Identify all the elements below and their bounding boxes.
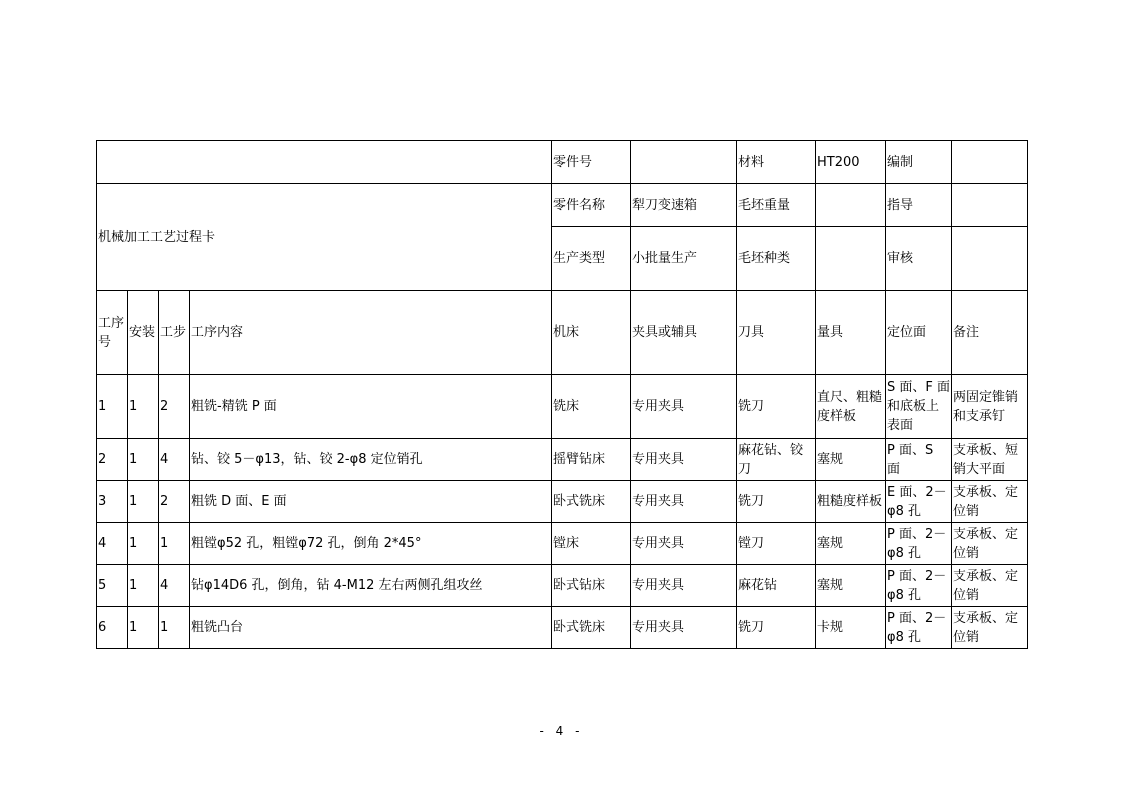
cell-remarks: 支承板、定位销 [952, 565, 1028, 607]
cell-tool: 麻花钻 [737, 565, 816, 607]
cell-step: 1 [159, 607, 190, 649]
cell-setup: 1 [128, 481, 159, 523]
cell-no: 4 [97, 523, 128, 565]
column-header-row [97, 291, 1028, 375]
cell-content: 粗镗φ52 孔，粗镗φ72 孔，倒角 2*45° [190, 523, 552, 565]
cell-machine: 镗床 [552, 523, 631, 565]
blank-type-value [816, 227, 886, 291]
cell-step: 4 [159, 439, 190, 481]
cell-no: 3 [97, 481, 128, 523]
cell-step: 2 [159, 375, 190, 439]
cell-fixture: 专用夹具 [631, 565, 737, 607]
cell-fixture: 专用夹具 [631, 607, 737, 649]
cell-machine: 卧式铣床 [552, 481, 631, 523]
cell-fixture: 专用夹具 [631, 375, 737, 439]
compiled-value [952, 141, 1028, 184]
cell-content: 粗铣 D 面、E 面 [190, 481, 552, 523]
cell-gauge: 粗糙度样板 [816, 481, 886, 523]
cell-fixture: 专用夹具 [631, 523, 737, 565]
col-fixture: 夹具或辅具 [631, 291, 737, 375]
guide-value [952, 184, 1028, 227]
cell-no: 5 [97, 565, 128, 607]
col-content: 工序内容 [190, 291, 552, 375]
col-tool: 刀具 [737, 291, 816, 375]
cell-gauge: 直尺、粗糙度样板 [816, 375, 886, 439]
cell-locating: P 面、2－φ8 孔 [886, 565, 952, 607]
title-top-cell [97, 141, 552, 184]
page-number: - 4 - [539, 724, 584, 738]
material-label: 材料 [737, 141, 816, 184]
col-step: 工步 [159, 291, 190, 375]
cell-content: 钻φ14D6 孔，倒角，钻 4-M12 左右两侧孔组攻丝 [190, 565, 552, 607]
blank-weight-label: 毛坯重量 [737, 184, 816, 227]
col-locating: 定位面 [886, 291, 952, 375]
col-setup: 安装 [128, 291, 159, 375]
compiled-label: 编制 [886, 141, 952, 184]
cell-machine: 卧式铣床 [552, 607, 631, 649]
card-title: 机械加工工艺过程卡 [97, 184, 552, 291]
cell-step: 4 [159, 565, 190, 607]
cell-fixture: 专用夹具 [631, 481, 737, 523]
cell-fixture: 专用夹具 [631, 439, 737, 481]
table-row [97, 565, 1028, 607]
col-process-no: 工序号 [97, 291, 128, 375]
cell-gauge: 塞规 [816, 523, 886, 565]
cell-gauge: 卡规 [816, 607, 886, 649]
cell-no: 2 [97, 439, 128, 481]
review-label: 审核 [886, 227, 952, 291]
review-value [952, 227, 1028, 291]
cell-remarks: 支承板、短销大平面 [952, 439, 1028, 481]
cell-step: 2 [159, 481, 190, 523]
part-no-label: 零件号 [552, 141, 631, 184]
cell-content: 粗铣-精铣 P 面 [190, 375, 552, 439]
table-row [97, 607, 1028, 649]
cell-content: 粗铣凸台 [190, 607, 552, 649]
part-name-value: 犁刀变速箱 [631, 184, 737, 227]
blank-type-label: 毛坯种类 [737, 227, 816, 291]
header-row-1 [97, 141, 1028, 184]
material-value: HT200 [816, 141, 886, 184]
cell-locating: P 面、S 面 [886, 439, 952, 481]
blank-weight-value [816, 184, 886, 227]
cell-remarks: 支承板、定位销 [952, 607, 1028, 649]
col-remarks: 备注 [952, 291, 1028, 375]
cell-tool: 铣刀 [737, 375, 816, 439]
cell-gauge: 塞规 [816, 439, 886, 481]
cell-locating: E 面、2－φ8 孔 [886, 481, 952, 523]
cell-gauge: 塞规 [816, 565, 886, 607]
cell-remarks: 支承板、定位销 [952, 523, 1028, 565]
cell-step: 1 [159, 523, 190, 565]
cell-tool: 铣刀 [737, 607, 816, 649]
cell-locating: P 面、2－φ8 孔 [886, 607, 952, 649]
production-type-label: 生产类型 [552, 227, 631, 291]
table-row [97, 439, 1028, 481]
cell-tool: 麻花钻、铰刀 [737, 439, 816, 481]
table-row [97, 375, 1028, 439]
cell-no: 1 [97, 375, 128, 439]
cell-machine: 铣床 [552, 375, 631, 439]
cell-no: 6 [97, 607, 128, 649]
cell-remarks: 两固定锥销和支承钉 [952, 375, 1028, 439]
cell-setup: 1 [128, 565, 159, 607]
cell-machine: 摇臂钻床 [552, 439, 631, 481]
header-row-2 [97, 184, 1028, 227]
process-card-table [96, 140, 1028, 649]
cell-setup: 1 [128, 375, 159, 439]
cell-setup: 1 [128, 607, 159, 649]
cell-setup: 1 [128, 523, 159, 565]
table-row [97, 523, 1028, 565]
cell-tool: 铣刀 [737, 481, 816, 523]
part-no-value [631, 141, 737, 184]
production-type-value: 小批量生产 [631, 227, 737, 291]
cell-machine: 卧式钻床 [552, 565, 631, 607]
table-row [97, 481, 1028, 523]
col-machine: 机床 [552, 291, 631, 375]
guide-label: 指导 [886, 184, 952, 227]
cell-remarks: 支承板、定位销 [952, 481, 1028, 523]
part-name-label: 零件名称 [552, 184, 631, 227]
cell-content: 钻、铰 5－φ13，钻、铰 2-φ8 定位销孔 [190, 439, 552, 481]
cell-tool: 镗刀 [737, 523, 816, 565]
cell-setup: 1 [128, 439, 159, 481]
col-gauge: 量具 [816, 291, 886, 375]
cell-locating: P 面、2－φ8 孔 [886, 523, 952, 565]
cell-locating: S 面、F 面和底板上表面 [886, 375, 952, 439]
